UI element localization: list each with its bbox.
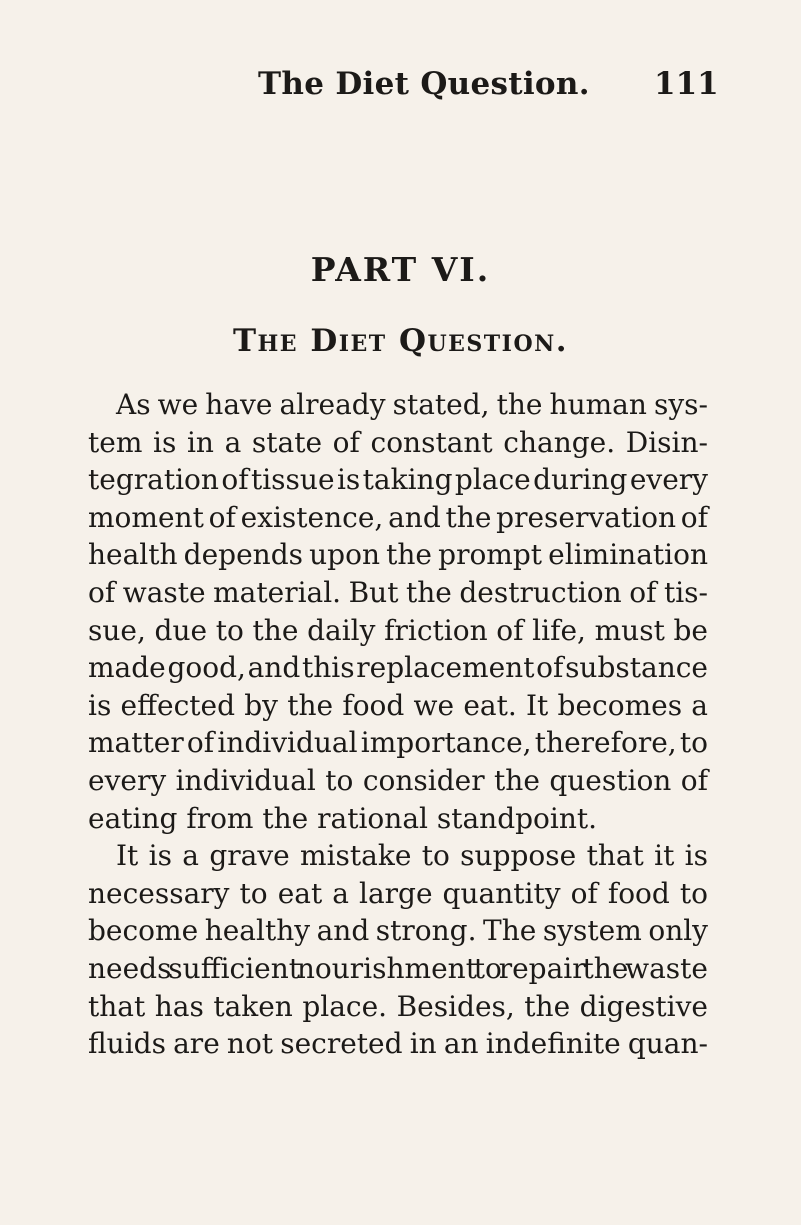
- running-head: [0, 66, 801, 116]
- text-line: tem is in a state of constant change. Disin-: [88, 425, 708, 459]
- text-line: eating from the rational standpoint.: [88, 801, 598, 835]
- text-line: fluids are not secreted in an indefinite quan-: [88, 1027, 708, 1061]
- section-heading: The Diet Question.: [232, 323, 569, 359]
- text-line: matter of individual importance, therefore, to: [88, 726, 708, 760]
- text-line: sue, due to the daily friction of life, must be: [88, 613, 708, 647]
- text-line: every individual to consider the question of: [88, 763, 708, 797]
- text-line: tegration of tissue is taking place during every: [88, 463, 708, 497]
- running-head-title: The Diet Question.: [258, 66, 590, 102]
- part-heading: PART VI.: [310, 250, 491, 289]
- text-line: become healthy and strong. The system only: [88, 914, 708, 948]
- text-line: made good, and this replacement of substance: [88, 651, 708, 685]
- body-text: [88, 386, 708, 1063]
- text-line: health depends upon the prompt elimination: [88, 538, 708, 572]
- text-line: moment of existence, and the preservation of: [88, 500, 708, 534]
- text-line: that has taken place. Besides, the digestive: [88, 989, 708, 1023]
- text-line: It is a grave mistake to suppose that it is: [116, 839, 708, 873]
- page-number: 111: [654, 66, 719, 102]
- text-line: needs sufficient nourishment to repair the waste: [88, 951, 708, 985]
- text-line: of waste material. But the destruction of tis-: [88, 575, 708, 609]
- text-line: is effected by the food we eat. It becomes a: [88, 688, 708, 722]
- text-line: necessary to eat a large quantity of food to: [88, 876, 708, 910]
- text-line: As we have already stated, the human sys-: [116, 388, 708, 421]
